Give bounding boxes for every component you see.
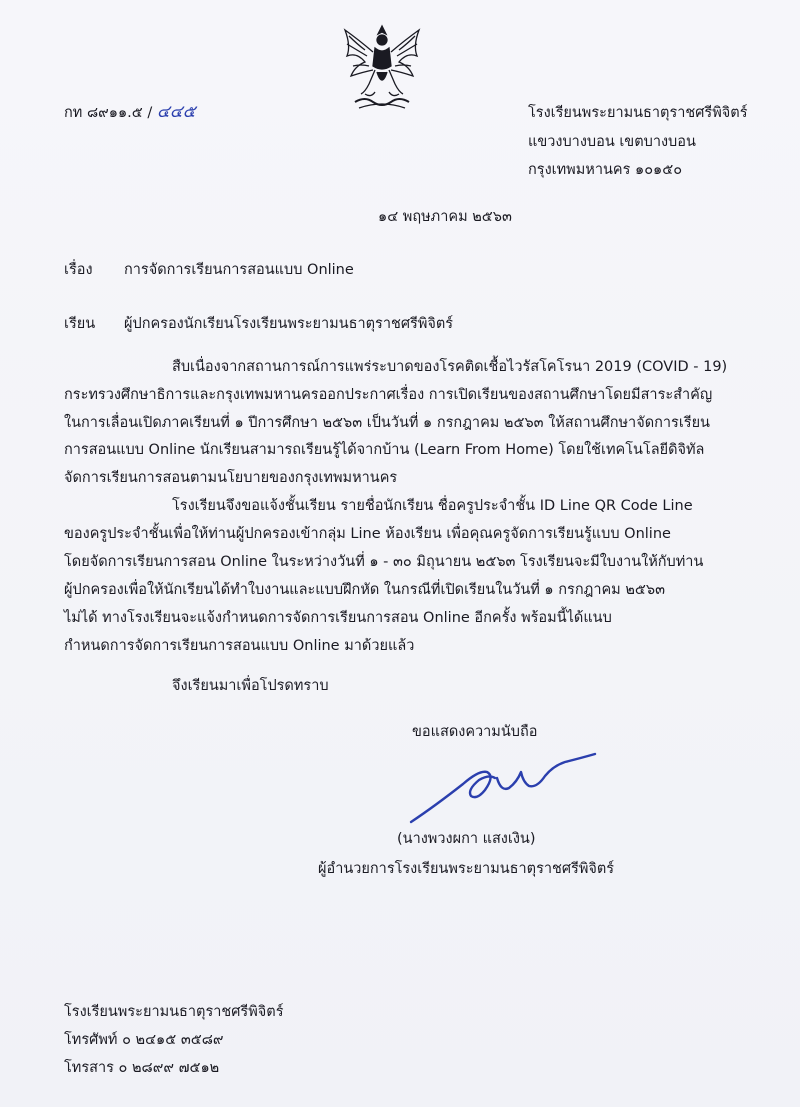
subject-text: การจัดการเรียนการสอนแบบ Online xyxy=(124,262,354,278)
subject-label: เรื่อง xyxy=(64,262,93,278)
body-line: กระทรวงศึกษาธิการและกรุงเทพมหานครออกประกาศเรื่อง การเปิดเรียนของสถานศึกษาโดยมีสาระสำคัญ xyxy=(64,387,713,403)
body-line: โรงเรียนจึงขอแจ้งชั้นเรียน รายชื่อนักเรียน ชื่อครูประจำชั้น ID Line QR Code Line xyxy=(172,498,693,514)
garuda-emblem-icon xyxy=(335,22,429,114)
school-name: โรงเรียนพระยามนธาตุราชศรีพิจิตร์ xyxy=(528,105,748,121)
footer-phone: โทรศัพท์ ๐ ๒๔๑๕ ๓๕๘๙ xyxy=(64,1032,224,1048)
body-line: สืบเนื่องจากสถานการณ์การแพร่ระบาดของโรคติดเชื้อไวรัสโคโรนา 2019 (COVID - 19) xyxy=(172,359,728,375)
footer-school: โรงเรียนพระยามนธาตุราชศรีพิจิตร์ xyxy=(64,1004,284,1020)
footer-fax: โทรสาร ๐ ๒๘๙๙ ๗๕๑๒ xyxy=(64,1060,220,1076)
body-line: การสอนแบบ Online นักเรียนสามารถเรียนรู้ได้จากบ้าน (Learn From Home) โดยใช้เทคโนโลยีดิจิทัล xyxy=(64,442,705,458)
body-line: โดยจัดการเรียนการสอน Online ในระหว่างวันที่ ๑ - ๓๐ มิถุนายน ๒๕๖๓ โรงเรียนจะมีใบงานให้กับท่าน xyxy=(64,554,704,570)
signer-position: ผู้อำนวยการโรงเรียนพระยามนธาตุราชศรีพิจิตร์ xyxy=(318,861,615,877)
recipient-text: ผู้ปกครองนักเรียนโรงเรียนพระยามนธาตุราชศรีพิจิตร์ xyxy=(124,316,454,332)
letter-date: ๑๔ พฤษภาคม ๒๕๖๓ xyxy=(378,209,512,225)
address-line-2: กรุงเทพมหานคร ๑๐๑๕๐ xyxy=(528,162,683,178)
recipient-label: เรียน xyxy=(64,316,96,332)
handwritten-signature xyxy=(405,748,605,828)
address-line-1: แขวงบางบอน เขตบางบอน xyxy=(528,134,696,150)
body-line: กำหนดการจัดการเรียนการสอนแบบ Online มาด้วยแล้ว xyxy=(64,638,415,654)
body-line: ผู้ปกครองเพื่อให้นักเรียนได้ทำใบงานและแบบฝึกหัด ในกรณีที่เปิดเรียนในวันที่ ๑ กรกฎาคม ๒๕๖๓ xyxy=(64,582,665,598)
body-line: ในการเลื่อนเปิดภาคเรียนที่ ๑ ปีการศึกษา ๒๕๖๓ เป็นวันที่ ๑ กรกฎาคม ๒๕๖๓ ให้สถานศึกษาจัดการเรียน xyxy=(64,415,710,431)
reference-number xyxy=(64,102,195,123)
body-line: ของครูประจำชั้นเพื่อให้ท่านผู้ปกครองเข้ากลุ่ม Line ห้องเรียน เพื่อคุณครูจัดการเรียนรู้แบบ Online xyxy=(64,526,671,542)
signer-name: (นางพวงผกา แสงเงิน) xyxy=(397,831,536,847)
closing-line: จึงเรียนมาเพื่อโปรดทราบ xyxy=(172,678,329,694)
body-line: ไม่ได้ ทางโรงเรียนจะแจ้งกำหนดการจัดการเรียนการสอน Online อีกครั้ง พร้อมนี้ได้แนบ xyxy=(64,610,612,626)
reference-handwritten-number: ๔๔๕ xyxy=(156,102,196,122)
reference-prefix: กท ๘๙๑๑.๕ / xyxy=(64,105,153,121)
regards-line: ขอแสดงความนับถือ xyxy=(412,724,538,740)
body-line: จัดการเรียนการสอนตามนโยบายของกรุงเทพมหานคร xyxy=(64,470,398,486)
